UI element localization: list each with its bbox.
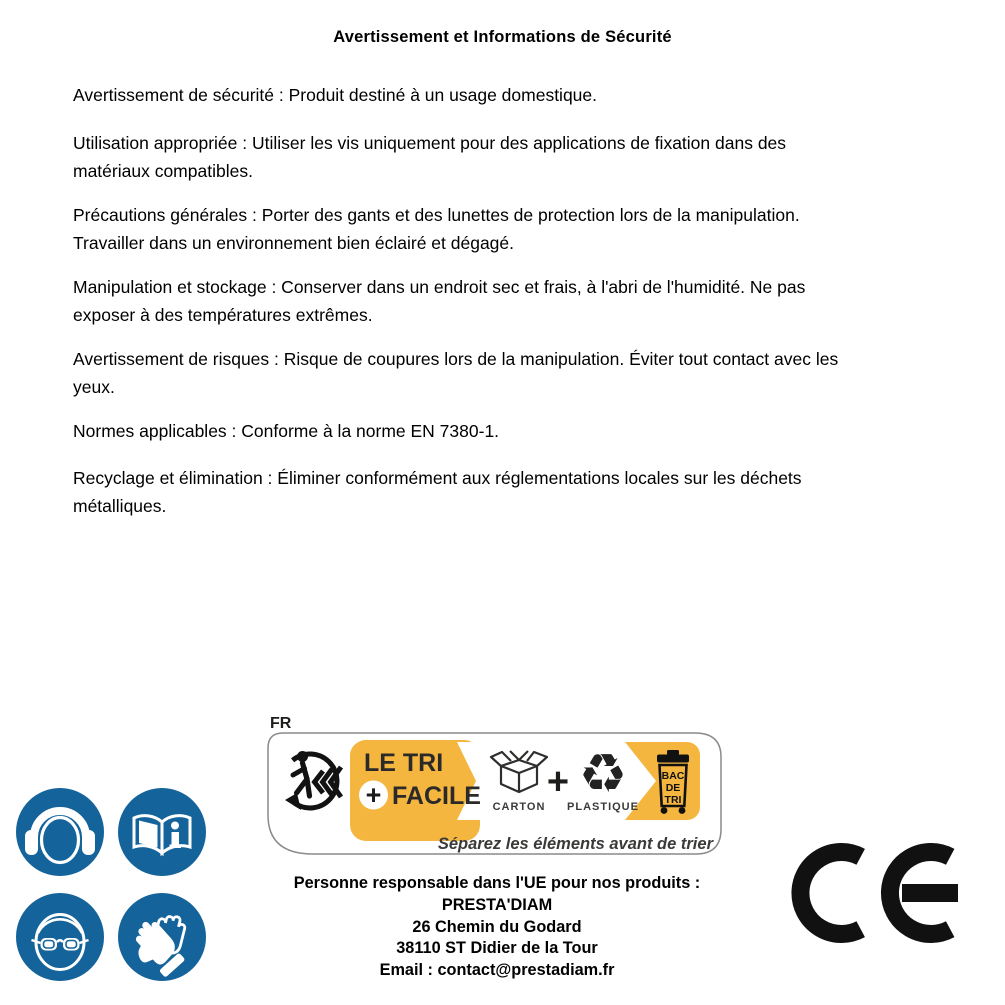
email-line: Email : contact@prestadiam.fr [379,961,615,980]
paragraph-general-precautions [73,202,973,257]
materials-plus: + [546,761,570,803]
paragraph-line: métalliques. [73,495,167,516]
paragraph-line: yeux. [73,376,115,397]
paragraph-line: Normes applicables : Conforme à la norme EN 7380-1. [73,421,500,441]
bin-text-line: TRI [664,794,682,806]
sorting-info-label [267,703,727,863]
paragraph-line: Utilisation appropriée : Utiliser les vis uniquement pour des applications de fixation dans des [73,133,787,153]
protective-gloves-icon [117,892,207,982]
responsible-line: Personne responsable dans l'UE pour nos produits : [293,874,701,892]
page-title: Avertissement et Informations de Sécurité [333,28,672,46]
eye-protection-icon [15,892,105,982]
address-line: 26 Chemin du Godard [412,917,582,936]
paragraph-appropriate-use [73,130,973,185]
headline-facile: FACILE [392,782,481,810]
recycling-icon: ♻ [578,744,628,804]
paragraph-recycling [73,465,973,520]
safety-icons-grid [15,787,207,982]
paragraph-line: Travailler dans un environnement bien éclairé et dégagé. [73,232,515,253]
read-manual-icon [117,787,207,877]
material-plastique-label: PLASTIQUE [567,801,639,813]
paragraph-standards [73,418,973,446]
bin-text-line: DE [665,782,681,794]
company-name: PRESTA'DIAM [441,895,553,914]
plus-icon: + [365,780,382,810]
country-code-label: FR [270,715,292,732]
bin-text-line: BAC [661,770,685,782]
paragraph-line: Manipulation et stockage : Conserver dans un endroit sec et frais, à l'abri de l'humidité. Ne pas [73,277,806,297]
paragraph-handling-storage [73,274,973,329]
paragraph-line: exposer à des températures extrêmes. [73,304,373,325]
paragraph-line: Avertissement de sécurité : Produit destiné à un usage domestique. [73,85,598,105]
paragraph-line: Recyclage et élimination : Éliminer conformément aux réglementations locales sur les déchets [73,468,802,488]
paragraph-line: Précautions générales : Porter des gants et des lunettes de protection lors de la manipulation. [73,205,800,225]
sorting-tagline: Séparez les éléments avant de trier [437,835,713,853]
waste-bin-icon [657,750,689,814]
address-line: 38110 ST Didier de la Tour [396,939,598,958]
ear-protection-icon [15,787,105,877]
paragraph-safety-warning [73,82,973,110]
paragraph-line: matériaux compatibles. [73,160,253,181]
responsible-block [264,873,730,982]
paragraph-risk-warning [73,346,973,401]
paragraph-line: Avertissement de risques : Risque de coupures lors de la manipulation. Éviter tout contact avec les [73,349,839,369]
headline-le-tri: LE TRI [364,749,444,777]
ce-mark-icon [790,840,962,946]
material-carton-label: CARTON [492,801,546,813]
